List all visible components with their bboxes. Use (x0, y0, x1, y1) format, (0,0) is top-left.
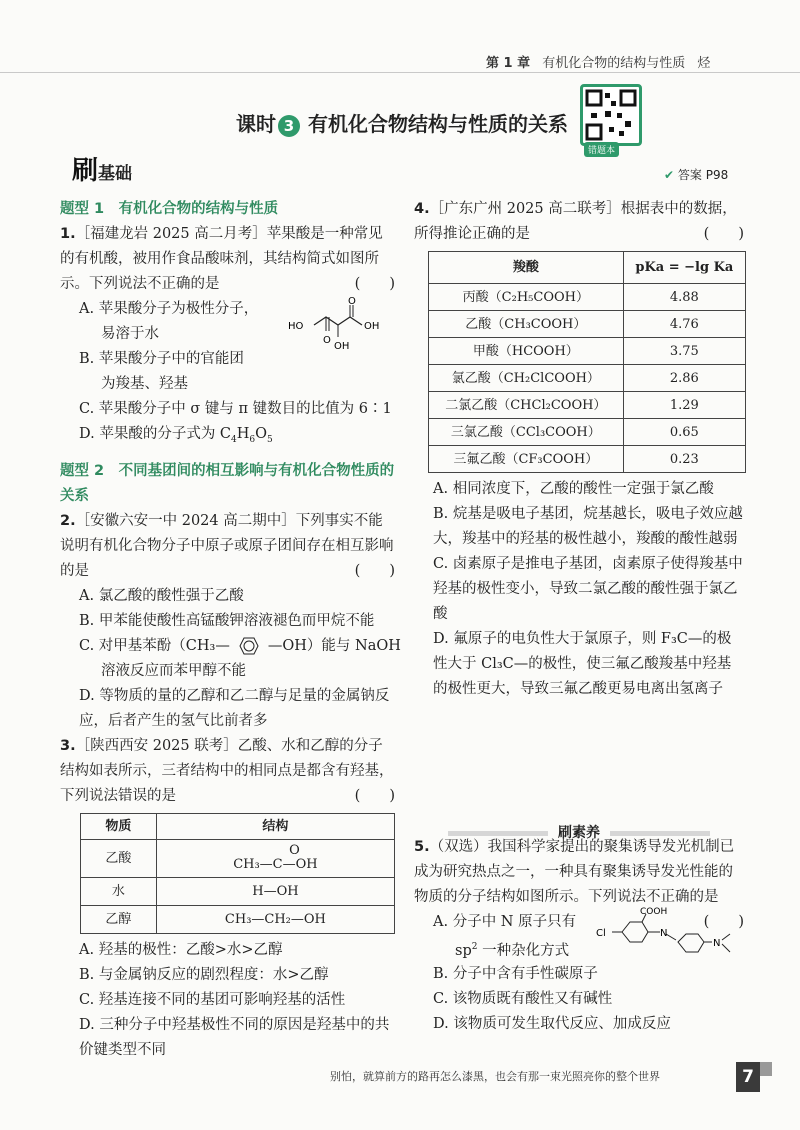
q5-option-d[interactable]: D. 该物质可发生取代反应、加成反应 (433, 1016, 671, 1032)
struct-n1: N (660, 928, 668, 939)
q5-options-ab (414, 907, 744, 962)
section-basic-big: 刷 (72, 156, 99, 186)
q1-d-text: D. 苹果酸的分子式为 C (79, 426, 232, 442)
page-tab-decoration (760, 1062, 772, 1076)
q3-carbonyl-o: O (289, 843, 300, 859)
left-column (60, 197, 401, 1063)
q2-option-c-cont: 溶液反应而苯甲醇不能 (101, 662, 246, 679)
q4-row-pka: 4.88 (623, 284, 745, 311)
q5-option-a-cont: $sp^2$ 一种杂化方式 (455, 942, 570, 959)
q4-row-name: 乙酸（CH₃COOH） (429, 311, 624, 338)
q4-answer-blank[interactable]: ( ) (703, 226, 744, 242)
struct-o-top: O (348, 297, 356, 307)
table-row (429, 365, 746, 392)
q1-number: 1. (60, 226, 76, 242)
q3-stem (60, 734, 395, 809)
q1-answer-blank[interactable]: ( ) (354, 276, 395, 292)
chapter-mark: 烃 (697, 56, 711, 71)
section-literacy: 刷素养 (414, 822, 744, 842)
q3-ethanol-structure: CH₃—CH₂—OH (156, 905, 394, 933)
q4-number: 4. (414, 201, 430, 217)
q1-stem (60, 222, 395, 297)
q4-th-acid: 羧酸 (429, 252, 624, 284)
q1-a-line1: A. 苹果酸分子为极性分子， (79, 301, 259, 317)
q2-answer-blank[interactable]: ( ) (354, 562, 395, 579)
q3-option-b[interactable]: B. 与金属钠反应的剧烈程度：水>乙醇 (79, 966, 329, 983)
q3-option-a[interactable]: A. 羟基的极性：乙酸>水>乙醇 (79, 941, 283, 958)
q4-row-name: 甲酸（HCOOH） (429, 338, 624, 365)
q4-option-a[interactable]: A. 相同浓度下，乙酸的酸性一定强于氯乙酸 (433, 481, 714, 497)
lesson-prefix: 课时 (236, 112, 276, 136)
q3-acetic-structure: CH₃—C—OH (233, 857, 318, 873)
chapter-header (486, 52, 710, 71)
struct-cooh: COOH (640, 907, 668, 917)
q5-option-a[interactable]: A. 分子中 N 原子只有 (433, 914, 577, 930)
q2-option-d[interactable]: D. 等物质的量的乙醇和乙二醇与足量的金属钠反应，后者产生的氢气比前者多 (79, 687, 390, 729)
q2-stem-text: ［安徽六安一中 2024 高二期中］下列事实不能说明有机化合物分子中原子或原子团间存在相互影响的是 (60, 512, 394, 579)
q3-stem-text: ［陕西西安 2025 联考］乙酸、水和乙醇的分子结构如表所示，三者结构中的相同点是都含有羟基，下列说法错误的是 (60, 737, 394, 804)
q4-option-b[interactable]: B. 烷基是吸电子基团，烷基越长，吸电子效应越大，羧基中的羟基的极性越小，羧酸的酸性越弱 (433, 506, 743, 547)
type2-heading: 题型 2 不同基团间的相互影响与有机化合物性质的关系 (60, 462, 395, 504)
q5-block (414, 835, 744, 1037)
q2-stem (60, 509, 395, 584)
lesson-title (236, 108, 568, 137)
lesson-title-text: 有机化合物结构与性质的关系 (308, 112, 568, 136)
type1-heading: 题型 1 有机化合物的结构与性质 (60, 201, 279, 217)
section-basic (72, 150, 132, 187)
q3-water-structure: H—OH (156, 877, 394, 905)
q3-table (80, 813, 395, 934)
q4-row-pka: 3.75 (623, 338, 745, 365)
q3-ethanol: 乙醇 (81, 905, 157, 933)
qr-code-icon[interactable] (580, 84, 642, 146)
q4-row-name: 丙酸（C₂H₅COOH） (429, 284, 624, 311)
section-basic-small: 基础 (98, 164, 133, 184)
q5-answer-blank[interactable]: ( ) (703, 914, 744, 930)
q4-row-pka: 4.76 (623, 311, 745, 338)
check-icon: ✔ (664, 168, 675, 182)
q4-row-name: 三氯乙酸（CCl₃COOH） (429, 419, 624, 446)
q4-row-pka: 0.23 (623, 446, 745, 473)
table-row (429, 419, 746, 446)
table-row (429, 284, 746, 311)
table-row (429, 338, 746, 365)
qr-label: 错题本 (584, 142, 619, 157)
chapter-title: 有机化合物的结构与性质 (542, 56, 686, 71)
struct-oh: OH (364, 321, 380, 332)
q1-options-block (60, 297, 395, 397)
answer-reference (664, 166, 728, 183)
table-row (429, 311, 746, 338)
q4-table (428, 251, 746, 473)
benzene-ring-icon (230, 635, 268, 657)
q2-c-post: —OH）能与 NaOH (267, 637, 401, 654)
malic-acid-structure (286, 297, 396, 359)
q3-th-structure: 结构 (156, 813, 394, 839)
q5-option-b[interactable]: B. 分子中含有手性碳原子 (433, 966, 598, 982)
q5-a-cont-text: 一种杂化方式 (482, 942, 570, 959)
q3-number: 3. (60, 737, 76, 754)
q1-option-d[interactable]: D. 苹果酸的分子式为 $C_4H_6O_5$ (79, 426, 273, 445)
q1-stem-text: ［福建龙岩 2025 高二月考］苹果酸是一种常见的有机酸，被用作食品酸味剂，其结构简式如图所示。下列说法不正确的是 (60, 226, 383, 292)
right-column (414, 197, 744, 702)
q3-answer-blank[interactable]: ( ) (354, 787, 395, 804)
q4-row-name: 三氟乙酸（CF₃COOH） (429, 446, 624, 473)
q3-th-substance: 物质 (81, 813, 157, 839)
q4-row-name: 二氯乙酸（CHCl₂COOH） (429, 392, 624, 419)
aie-molecule-structure (590, 906, 740, 964)
footer-motto: 别怕，就算前方的路再怎么漆黑，也会有那一束光照亮你的整个世界 (330, 1070, 660, 1083)
table-row (429, 446, 746, 473)
q2-option-c[interactable] (60, 634, 401, 659)
struct-o-bottom: O (323, 335, 331, 346)
q5-stem-text: （双选）我国科学家提出的聚集诱导发光机制已成为研究热点之一，一种具有聚集诱导发光性能的物质的分子结构如图所示。下列说法不正确的是 (414, 839, 735, 905)
q3-water: 水 (81, 877, 157, 905)
lesson-number: 3 (278, 115, 300, 137)
q4-stem (414, 197, 744, 247)
q4-option-d[interactable]: D. 氟原子的电负性大于氯原子，则 F₃C—的极性大于 Cl₃C—的极性，使三氟乙酸羧基中羟基的极性更大，导致三氟乙酸更易电离出氢离子 (433, 631, 732, 697)
q2-option-a[interactable]: A. 氯乙酸的酸性强于乙酸 (79, 587, 244, 604)
q4-th-pka: pKa = −lg Ka (623, 252, 745, 284)
q5-option-c[interactable]: C. 该物质既有酸性又有碱性 (433, 991, 613, 1007)
q3-option-d[interactable]: D. 三种分子中羟基极性不同的原因是羟基中的共价键类型不同 (79, 1016, 390, 1058)
struct-oh-bottom: OH (334, 341, 350, 352)
q4-row-pka: 2.86 (623, 365, 745, 392)
q4-option-c[interactable]: C. 卤素原子是推电子基团，卤素原子使得羧基中羟基的极性变小，导致二氯乙酸的酸性强于氯乙酸 (433, 556, 743, 622)
q1-option-a-cont: 易溶于水 (101, 326, 159, 342)
q1-option-c[interactable]: C. 苹果酸分子中 σ 键与 π 键数目的比值为 6∶1 (79, 401, 392, 417)
struct-ho: HO (288, 321, 304, 332)
q2-number: 2. (60, 512, 76, 529)
q4-row-name: 氯乙酸（CH₂ClCOOH） (429, 365, 624, 392)
answer-page: 答案 P98 (677, 168, 729, 182)
q4-row-pka: 0.65 (623, 419, 745, 446)
page-number: 7 (736, 1062, 760, 1092)
q4-row-pka: 1.29 (623, 392, 745, 419)
q2-option-b[interactable]: B. 甲苯能使酸性高锰酸钾溶液褪色而甲烷不能 (79, 612, 375, 629)
q1-option-b-cont: 为羧基、羟基 (101, 376, 188, 392)
q3-option-c[interactable]: C. 羟基连接不同的基团可影响羟基的活性 (79, 991, 346, 1008)
header-rule (0, 72, 800, 73)
chapter-number: 第 1 章 (486, 56, 531, 71)
table-row (429, 392, 746, 419)
q1-option-b[interactable]: B. 苹果酸分子中的官能团 (79, 351, 244, 367)
struct-cl: Cl (596, 928, 606, 939)
q4-stem-text: ［广东广州 2025 高二联考］根据表中的数据，所得推论正确的是 (414, 201, 737, 242)
q3-acetic-acid: 乙酸 (81, 839, 157, 877)
q5-number: 5. (414, 839, 430, 855)
struct-n2: N (713, 938, 721, 949)
q2-c-pre: C. 对甲基苯酚（CH₃— (79, 637, 230, 654)
